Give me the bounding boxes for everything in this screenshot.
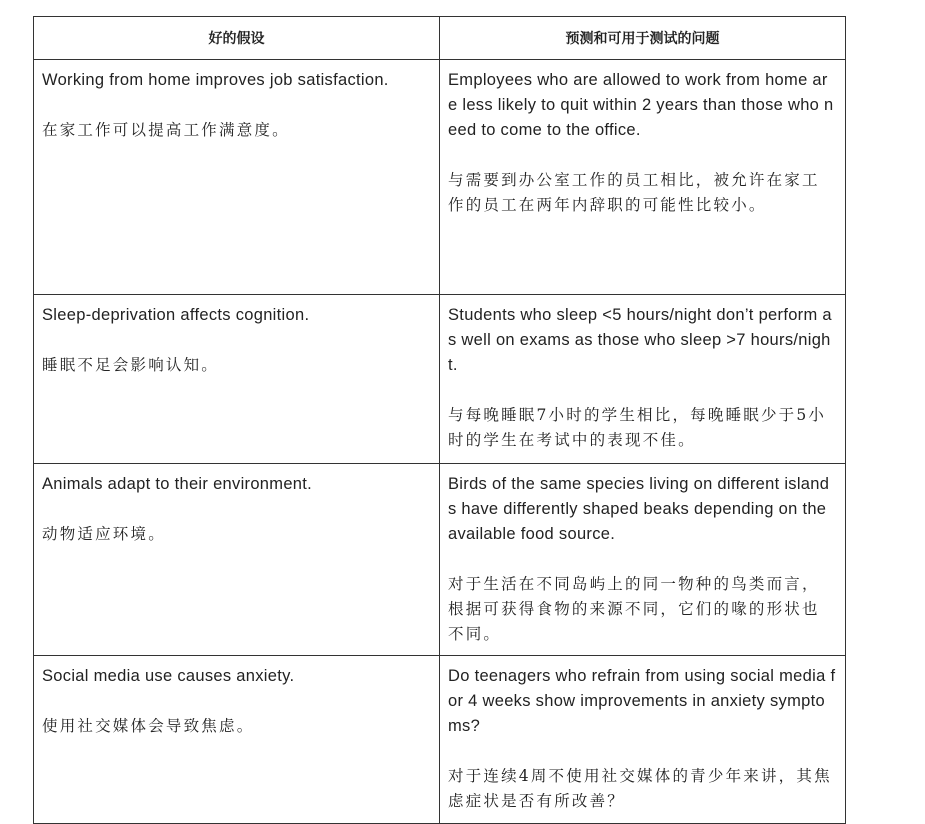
hypothesis-chinese: 睡眠不足会影响认知。	[42, 356, 220, 374]
table-row	[34, 295, 846, 464]
hypothesis-english: Animals adapt to their environment.	[42, 475, 313, 493]
hypothesis-chinese: 在家工作可以提高工作满意度。	[42, 121, 290, 139]
hypothesis-chinese: 使用社交媒体会导致焦虑。	[42, 717, 255, 735]
prediction-cell	[440, 464, 846, 656]
prediction-cell	[440, 295, 846, 464]
prediction-chinese: 与需要到办公室工作的员工相比，被允许在家工作的员工在两年内辞职的可能性比较小。	[448, 171, 820, 214]
hypothesis-cell	[34, 295, 440, 464]
prediction-english: Employees who are allowed to work from home are less likely to quit within 2 years than those who need to come to the office.	[448, 71, 834, 139]
prediction-chinese: 与每晚睡眠7小时的学生相比，每晚睡眠少于5小时的学生在考试中的表现不佳。	[448, 406, 827, 449]
prediction-cell	[440, 656, 846, 824]
prediction-english: Do teenagers who refrain from using social media for 4 weeks show improvements in anxiety symptoms?	[448, 667, 836, 735]
hypothesis-english: Sleep-deprivation affects cognition.	[42, 306, 310, 324]
prediction-chinese: 对于生活在不同岛屿上的同一物种的鸟类而言，根据可获得食物的来源不同，它们的喙的形状也不同。	[448, 575, 820, 643]
prediction-english: Students who sleep <5 hours/night don’t perform as well on exams as those who sleep >7 hours/night.	[448, 306, 832, 374]
hypothesis-table	[33, 16, 846, 824]
hypothesis-cell	[34, 464, 440, 656]
header-good-hypothesis: 好的假设	[34, 17, 440, 60]
hypothesis-chinese: 动物适应环境。	[42, 525, 166, 543]
hypothesis-cell	[34, 656, 440, 824]
header-prediction-question: 预测和可用于测试的问题	[440, 17, 846, 60]
table-row	[34, 656, 846, 824]
hypothesis-cell	[34, 60, 440, 295]
prediction-cell	[440, 60, 846, 295]
prediction-english: Birds of the same species living on different islands have differently shaped beaks depending on the available food source.	[448, 475, 830, 543]
table-header-row	[34, 17, 846, 60]
prediction-chinese: 对于连续4周不使用社交媒体的青少年来讲，其焦虑症状是否有所改善？	[448, 767, 832, 810]
table-row	[34, 464, 846, 656]
table-row	[34, 60, 846, 295]
hypothesis-english: Social media use causes anxiety.	[42, 667, 295, 685]
hypothesis-english: Working from home improves job satisfaction.	[42, 71, 389, 89]
